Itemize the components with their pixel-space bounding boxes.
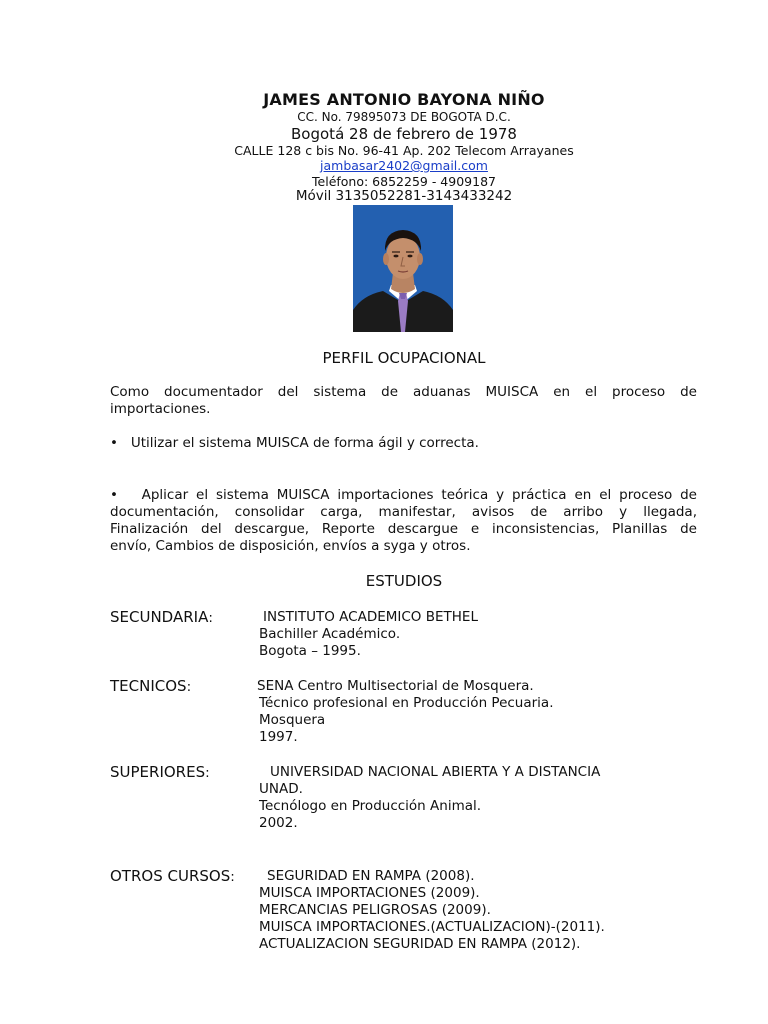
profile-photo [353, 205, 453, 332]
id-number: CC. No. 79895073 DE BOGOTA D.C. [297, 110, 511, 124]
bullet-line [110, 487, 697, 504]
tecnicos-line-2: Técnico profesional en Producción Pecuaria. [259, 695, 554, 711]
candidate-name: JAMES ANTONIO BAYONA NIÑO [263, 90, 545, 109]
tecnicos-line-4: 1997. [259, 729, 298, 745]
superiores-label-text: SUPERIORES [110, 763, 206, 781]
tecnicos-label [110, 677, 191, 695]
tecnicos-label-text: TECNICOS [110, 677, 187, 695]
profile-line: importaciones. [110, 401, 211, 417]
label-colon: : [205, 765, 210, 781]
bullet-icon: • [110, 487, 118, 503]
bullet-text: Aplicar el sistema MUISCA importaciones teórica y práctica en el proceso de [141, 487, 697, 503]
tecnicos-line-1: SENA Centro Multisectorial de Mosquera. [257, 678, 534, 694]
label-colon: : [208, 610, 213, 626]
portrait-image [353, 205, 453, 332]
otros-line-2: MUISCA IMPORTACIONES (2009). [259, 885, 480, 901]
secundaria-label [110, 608, 213, 626]
otros-line-3: MERCANCIAS PELIGROSAS (2009). [259, 902, 491, 918]
otros-line-4: MUISCA IMPORTACIONES.(ACTUALIZACION)-(2011). [259, 919, 605, 935]
profile-heading: PERFIL OCUPACIONAL [322, 349, 486, 367]
superiores-line-4: 2002. [259, 815, 298, 831]
email-link[interactable]: jambasar2402@gmail.com [320, 158, 488, 173]
otros-line-1: SEGURIDAD EN RAMPA (2008). [267, 868, 475, 884]
bullet-icon: • [110, 435, 118, 451]
label-colon: : [186, 679, 192, 695]
secundaria-line-1: INSTITUTO ACADEMICO BETHEL [263, 609, 478, 625]
profile-line: Como documentador del sistema de aduanas MUISCA en el proceso de [110, 384, 697, 400]
superiores-line-2: UNAD. [259, 781, 303, 797]
label-colon: : [230, 869, 235, 885]
otros-label-text: OTROS CURSOS [110, 867, 231, 885]
secundaria-line-2: Bachiller Académico. [259, 626, 401, 642]
superiores-label [110, 763, 210, 781]
bullet-text: Utilizar el sistema MUISCA de forma ágil y correcta. [130, 435, 479, 451]
profile-bullet-1 [110, 435, 697, 452]
bullet-line: Finalización del descargue, Reporte descargue e inconsistencias, Planillas de [110, 521, 697, 537]
address: CALLE 128 c bis No. 96-41 Ap. 202 Telecom Arrayanes [234, 143, 574, 158]
superiores-line-1: UNIVERSIDAD NACIONAL ABIERTA Y A DISTANCIA [270, 764, 601, 780]
mobile: Móvil 3135052281-3143433242 [295, 188, 513, 204]
studies-heading: ESTUDIOS [365, 572, 443, 590]
secundaria-line-3: Bogota – 1995. [259, 643, 361, 659]
birth-info: Bogotá 28 de febrero de 1978 [291, 125, 517, 143]
secundaria-label-text: SECUNDARIA [110, 608, 209, 626]
superiores-line-3: Tecnólogo en Producción Animal. [259, 798, 482, 814]
profile-paragraph [110, 384, 697, 418]
otros-line-5: ACTUALIZACION SEGURIDAD EN RAMPA (2012). [259, 936, 581, 952]
otros-cursos-label [110, 867, 235, 885]
bullet-line: envío, Cambios de disposición, envíos a syga y otros. [110, 538, 471, 554]
tecnicos-line-3: Mosquera [259, 712, 326, 728]
phone: Teléfono: 6852259 - 4909187 [312, 174, 496, 189]
profile-bullet-2 [110, 487, 697, 555]
bullet-line: documentación, consolidar carga, manifestar, avisos de arribo y llegada, [110, 504, 697, 520]
